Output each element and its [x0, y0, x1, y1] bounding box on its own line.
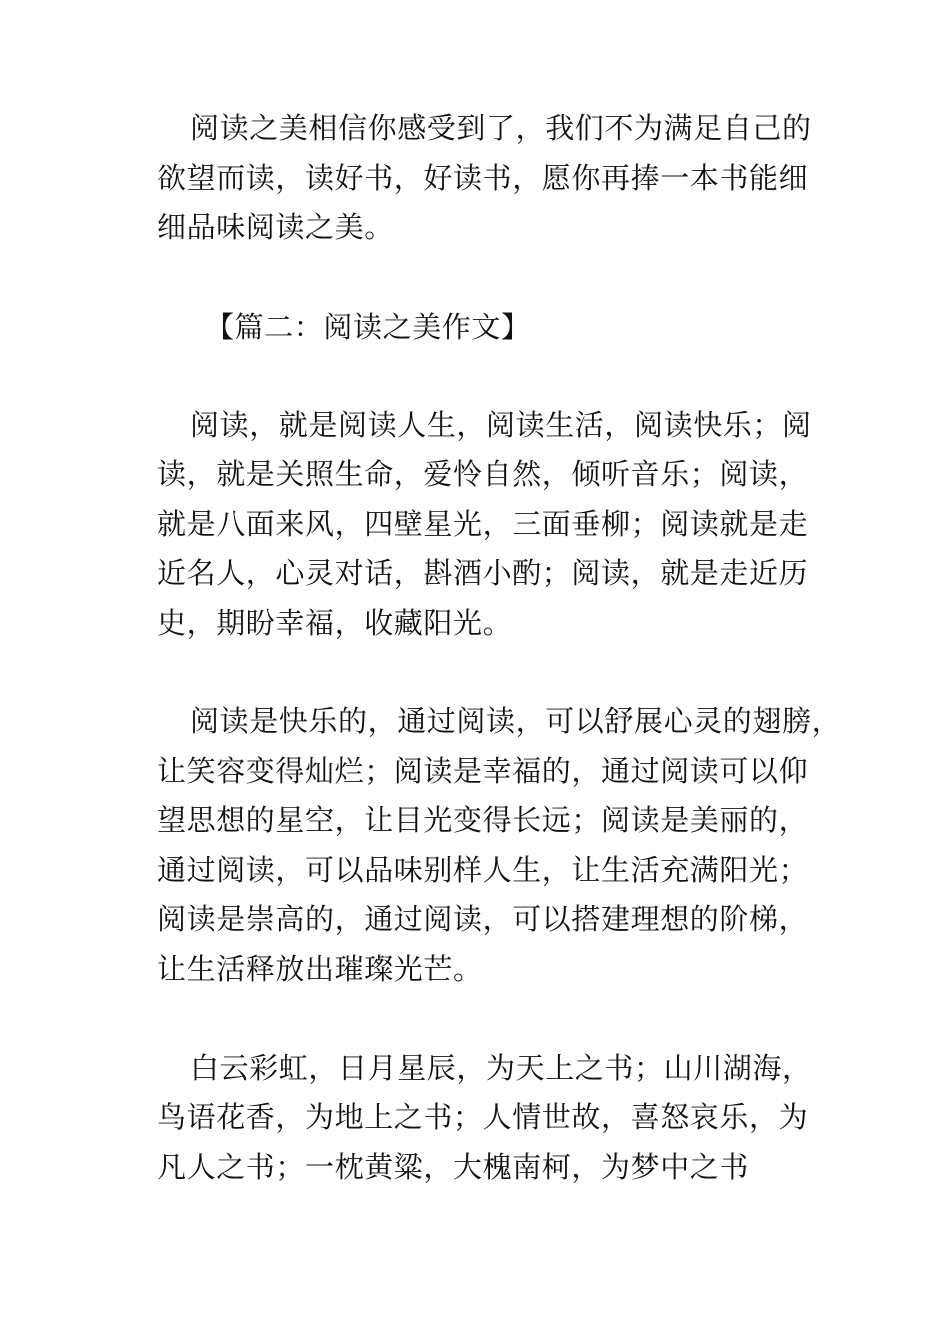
paragraph-2-line-4: 通过阅读，可以品味别样人生，让生活充满阳光；: [157, 853, 809, 887]
paragraph-1-line-5: 史，期盼幸福，收藏阳光。: [157, 606, 513, 640]
intro-paragraph-line-2: 欲望而读，读好书，好读书，愿你再捧一本书能细: [157, 161, 809, 195]
section-heading: 【篇二：阅读之美作文】: [205, 310, 531, 344]
paragraph-1-line-3: 就是八面来风，四壁星光，三面垂柳；阅读就是走: [157, 507, 809, 541]
paragraph-3-line-1: 白云彩虹，日月星辰，为天上之书；山川湖海，: [190, 1051, 812, 1085]
paragraph-2-line-5: 阅读是崇高的，通过阅读，可以搭建理想的阶梯，: [157, 902, 809, 936]
paragraph-1-line-1: 阅读，就是阅读人生，阅读生活，阅读快乐；阅: [190, 408, 812, 442]
paragraph-3-line-2: 鸟语花香，为地上之书；人情世故，喜怒哀乐，为: [157, 1100, 809, 1134]
paragraph-2-line-1: 阅读是快乐的，通过阅读，可以舒展心灵的翅膀，: [190, 704, 842, 738]
paragraph-2-line-6: 让生活释放出璀璨光芒。: [157, 952, 483, 986]
intro-paragraph-line-1: 阅读之美相信你感受到了，我们不为满足自己的: [190, 111, 812, 145]
paragraph-1-line-2: 读，就是关照生命，爱怜自然，倾听音乐；阅读，: [157, 457, 809, 491]
paragraph-2-line-2: 让笑容变得灿烂；阅读是幸福的，通过阅读可以仰: [157, 754, 809, 788]
paragraph-1-line-4: 近名人，心灵对话，斟酒小酌；阅读，就是走近历: [157, 556, 809, 590]
paragraph-2-line-3: 望思想的星空，让目光变得长远；阅读是美丽的，: [157, 803, 809, 837]
intro-paragraph-line-3: 细品味阅读之美。: [157, 210, 394, 244]
paragraph-3-line-3: 凡人之书；一枕黄粱，大槐南柯，为梦中之书: [157, 1150, 750, 1184]
